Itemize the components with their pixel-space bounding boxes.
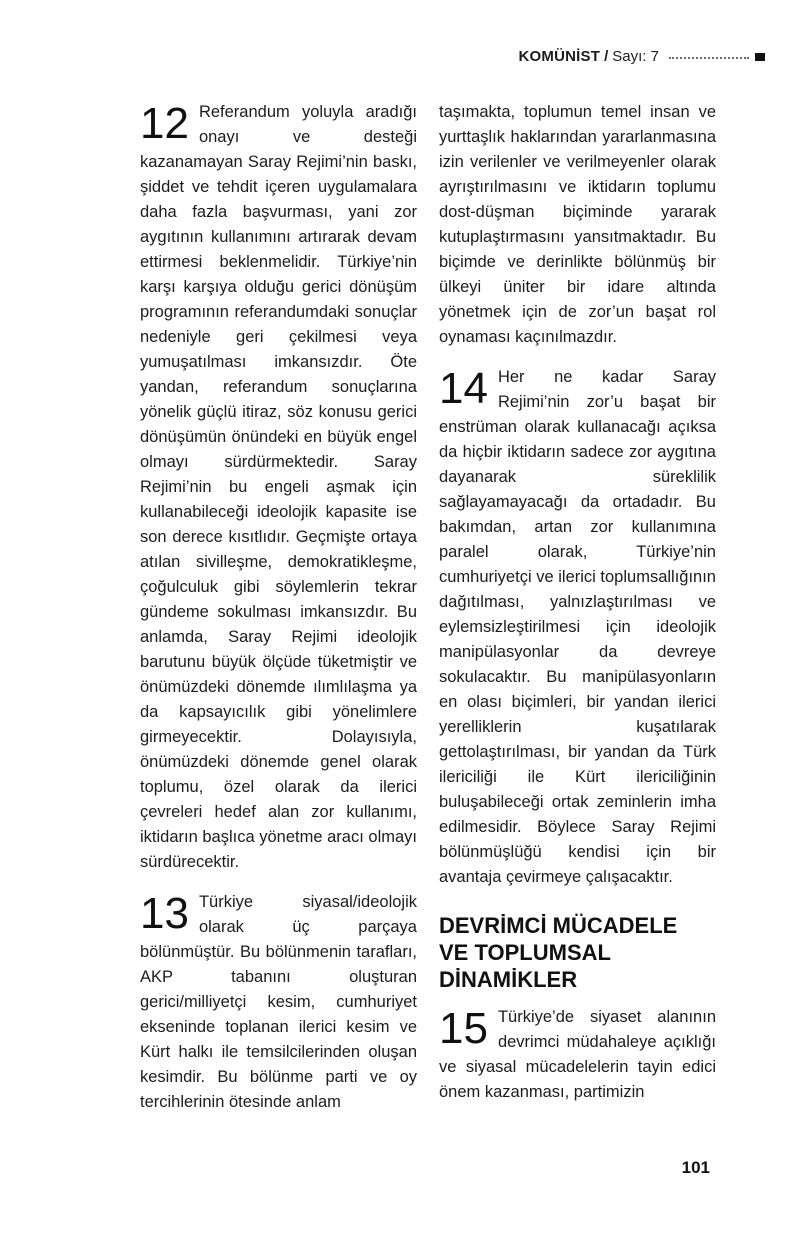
- dotted-leader-rule: [669, 57, 749, 59]
- paragraph-15-number: 15: [439, 1004, 488, 1053]
- issue-label: Sayı: 7: [612, 48, 659, 65]
- paragraph-12: [140, 100, 417, 875]
- article-body: [140, 100, 716, 1115]
- paragraph-14: [439, 365, 716, 890]
- paragraph-15: [439, 1005, 716, 1105]
- section-heading: [439, 912, 716, 993]
- paragraph-13-continuation-text: taşımakta, toplumun temel insan ve yurttaşlık haklarından yararlanmasına izin verilenler ve verilmeyenler olarak ayrıştırılmasını ve iktidarın toplumu dost-düşman biçiminde yararak kutuplaştırmasını yansıtmaktadır. Bu biçimde ve derinlikte bölünmüş bir ülkeyi üniter bir idare altında yönetmek için de zor’un başat rol oynaması kaçınılmazdır.: [439, 103, 716, 346]
- right-column: [439, 100, 716, 1115]
- paragraph-13-text: Türkiye siyasal/ideolojik olarak üç parçaya bölünmüştür. Bu bölünmenin tarafları, AKP tabanını oluşturan gerici/milliyetçi kesim, cumhuriyet ekseninde toplanan ilerici kesim ve Kürt halkı ile temsilcilerinden oluşan kesimdir. Bu bölünme parti ve oy tercihlerinin ötesinde anlam: [140, 893, 417, 1111]
- page-header: [519, 48, 765, 65]
- paragraph-13-number: 13: [140, 889, 189, 938]
- left-column: [140, 100, 417, 1115]
- page-number: 101: [681, 1158, 710, 1177]
- paragraph-12-text: Referandum yoluyla aradığı onayı ve desteği kazanamayan Saray Rejimi’nin baskı, şiddet ve tehdit içeren uygulamalara daha fazla başvurması, yani zor aygıtının kullanımını artırarak devam ettirmesi beklenmelidir. Türkiye’nin karşı karşıya olduğu gerici dönüşüm programının referandumdaki sonuçlar nedeniyle geri çekilmesi veya yumuşatılması imkansızdır. Öte yandan, referandum sonuçlarına yönelik güçlü itiraz, söz konusu gerici dönüşümün önündeki en büyük engel olmayı sürdürmektedir. Saray Rejimi’nin bu engeli aşmak için kullanabileceği ideolojik kapasite ise son derece kısıtlıdır. Geçmişte ortaya atılan sivilleşme, demokratikleşme, çoğulculuk gibi söylemlerin tekrar gündeme sokulması imkansızdır. Bu anlamda, Saray Rejimi ideolojik barutunu büyük ölçüde tüketmiştir ve önümüzdeki dönemde ılımlılaşma ya da kapsayıcılık gibi yönelimlere girmeyecektir. Dolayısıyla, önümüzdeki dönemde genel olarak toplumu, özel olarak da ilerici çevreleri hedef alan zor kullanımı, iktidarın başlıca yönetme aracı olmayı sürdürecektir.: [140, 103, 417, 871]
- section-heading-line-1: DEVRİMCİ MÜCADELE: [439, 913, 678, 938]
- paragraph-13: [140, 890, 417, 1115]
- paragraph-12-number: 12: [140, 99, 189, 148]
- section-heading-line-3: DİNAMİKLER: [439, 967, 578, 992]
- paragraph-14-text: Her ne kadar Saray Rejimi’nin zor’u başat bir enstrüman olarak kullanacağı açıksa da hiçbir iktidarın sadece zor aygıtına dayanarak süreklilik sağlayamayacağı da ortadadır. Bu bakımdan, artan zor kullanımına paralel olarak, Türkiye’nin cumhuriyetçi ve ilerici toplumsallığının dağıtılması, yalnızlaştırılması ve eylemsizleştirilmesi için ideolojik manipülasyonlar da devreye sokulacaktır. Bu manipülasyonların en olası biçimleri, bir yandan ilerici yerelliklerin kuşatılarak gettolaştırılması, bir yandan da Türk ilericiliği ile Kürt ilericiliğinin buluşabileceği ortak zeminlerin imha edilmesidir. Böylece Saray Rejimi bölünmüşlüğü kendisi için bir avantaja çevirmeye çalışacaktır.: [439, 368, 716, 886]
- paragraph-15-text: Türkiye’de siyaset alanının devrimci müdahaleye açıklığı ve siyasal mücadelelerin tayin edici önem kazanması, partimizin: [439, 1008, 716, 1101]
- paragraph-14-number: 14: [439, 364, 488, 413]
- paragraph-13-continuation: [439, 100, 716, 350]
- journal-title: KOMÜNİST: [518, 48, 601, 65]
- header-end-square: [755, 53, 765, 61]
- section-heading-line-2: VE TOPLUMSAL: [439, 940, 611, 965]
- header-separator: /: [604, 48, 609, 65]
